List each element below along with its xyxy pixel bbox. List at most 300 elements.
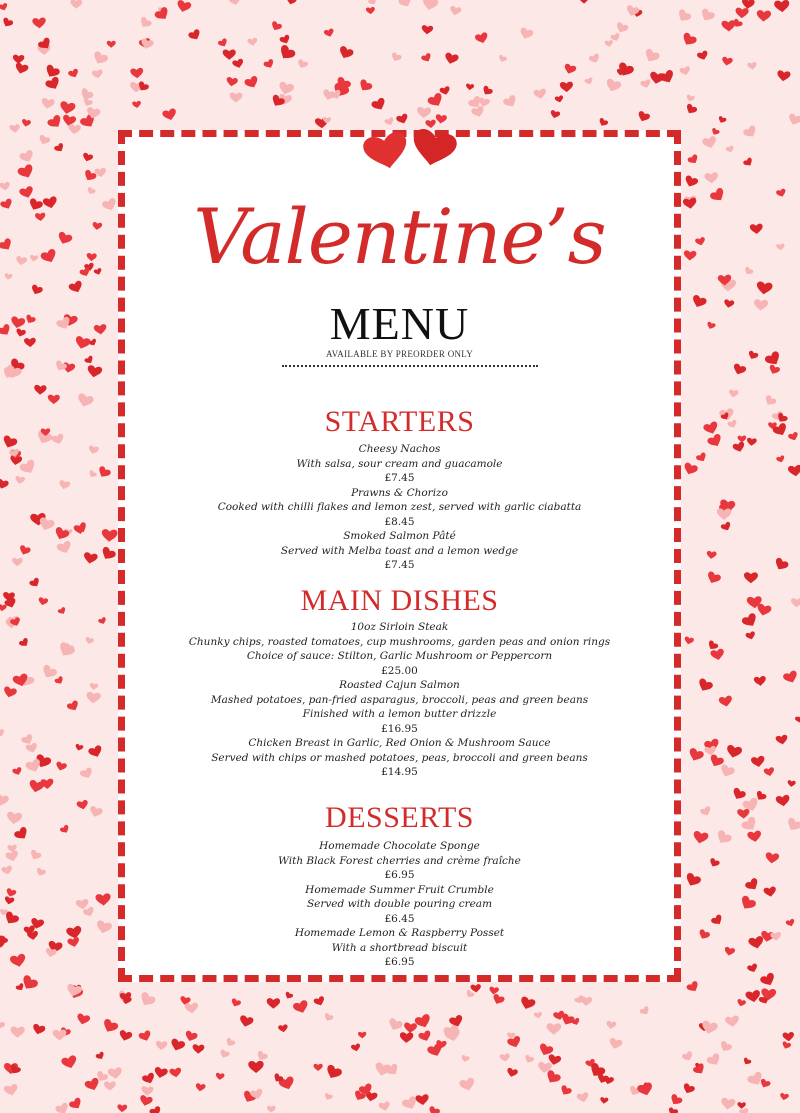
starters-list: [125, 442, 674, 573]
confetti-heart: [427, 1105, 441, 1113]
confetti-heart: [153, 1066, 168, 1079]
confetti-heart: [30, 255, 39, 262]
confetti-heart: [248, 1061, 264, 1073]
confetti-heart: [38, 597, 49, 607]
confetti-heart: [684, 103, 698, 116]
confetti-heart: [725, 145, 735, 154]
confetti-heart: [263, 58, 276, 70]
confetti-heart: [53, 142, 65, 153]
confetti-heart: [101, 1018, 120, 1035]
confetti-heart: [639, 1005, 651, 1016]
desserts-list: [125, 839, 674, 970]
menu-item-name: Cheesy Nachos: [358, 443, 441, 455]
confetti-heart: [149, 1105, 163, 1113]
confetti-heart: [58, 480, 71, 491]
confetti-heart: [416, 107, 431, 119]
confetti-heart: [19, 459, 38, 477]
mains-list: [125, 620, 674, 780]
confetti-heart: [292, 999, 310, 1015]
mains-heading: MAIN DISHES: [300, 584, 499, 617]
confetti-heart: [506, 1067, 518, 1078]
confetti-heart: [533, 88, 547, 100]
confetti-heart: [96, 465, 112, 480]
confetti-heart: [98, 617, 108, 626]
confetti-heart: [675, 8, 692, 24]
confetti-heart: [6, 811, 22, 825]
confetti-heart: [781, 1041, 791, 1050]
confetti-heart: [580, 0, 588, 4]
confetti-heart: [321, 89, 336, 102]
confetti-heart: [95, 920, 113, 935]
confetti-heart: [138, 991, 157, 1009]
confetti-heart: [56, 540, 73, 556]
confetti-heart: [188, 28, 203, 42]
confetti-heart: [138, 1030, 153, 1043]
confetti-heart: [649, 71, 666, 85]
confetti-heart: [141, 1086, 154, 1096]
confetti-heart: [465, 989, 476, 999]
confetti-heart: [703, 421, 720, 436]
confetti-heart: [720, 521, 732, 532]
confetti-heart: [744, 572, 758, 583]
confetti-heart: [370, 97, 387, 113]
confetti-heart: [499, 1053, 510, 1062]
confetti-heart: [748, 936, 765, 951]
confetti-heart: [255, 1050, 268, 1063]
confetti-heart: [738, 894, 757, 912]
confetti-heart: [13, 826, 30, 842]
confetti-heart: [756, 603, 772, 617]
confetti-heart: [229, 0, 242, 6]
confetti-heart: [357, 78, 373, 94]
confetti-heart: [507, 1035, 523, 1049]
confetti-heart: [449, 5, 462, 16]
confetti-heart: [313, 1064, 322, 1071]
confetti-heart: [736, 998, 746, 1007]
confetti-heart: [387, 1017, 404, 1032]
confetti-heart: [502, 94, 519, 109]
menu-item-price: £16.95: [381, 722, 418, 735]
confetti-heart: [42, 196, 58, 210]
menu-item-description: Served with Melba toast and a lemon wedge: [280, 544, 519, 557]
confetti-heart: [683, 175, 699, 189]
menu-item-price: £14.95: [381, 766, 418, 778]
confetti-heart: [746, 438, 757, 447]
confetti-heart: [95, 893, 111, 906]
confetti-heart: [87, 745, 103, 760]
menu-item-name: Chicken Breast in Garlic, Red Onion & Mushroom Sauce: [248, 737, 551, 749]
confetti-heart: [642, 48, 660, 65]
confetti-heart: [24, 314, 36, 325]
confetti-heart: [737, 1102, 746, 1109]
menu-item-description: Served with chips or mashed potatoes, peas, broccoli and green beans: [211, 751, 588, 764]
confetti-heart: [83, 552, 98, 565]
confetti-heart: [86, 692, 101, 705]
confetti-heart: [474, 32, 489, 45]
menu-item-price: £8.45: [384, 515, 415, 528]
confetti-heart: [710, 648, 725, 661]
confetti-heart: [604, 40, 613, 48]
confetti-heart: [743, 157, 755, 168]
confetti-heart: [247, 37, 258, 46]
confetti-heart: [0, 604, 7, 612]
confetti-heart: [683, 250, 696, 261]
confetti-heart: [40, 248, 59, 265]
confetti-heart: [606, 1021, 617, 1030]
menu-item-price: £6.45: [384, 912, 415, 925]
double-heart-icon: [360, 120, 460, 172]
menu-item-description: Choice of sauce: Stilton, Garlic Mushroom or Peppercorn: [246, 650, 553, 662]
menu-item-name: Homemade Summer Fruit Crumble: [305, 883, 494, 896]
confetti-heart: [763, 767, 775, 777]
confetti-heart: [741, 612, 760, 630]
confetti-heart: [636, 110, 650, 123]
confetti-heart: [75, 899, 89, 911]
confetti-heart: [118, 1029, 133, 1042]
confetti-heart: [41, 98, 55, 110]
confetti-heart: [471, 105, 486, 119]
confetti-heart: [549, 110, 560, 120]
confetti-heart: [681, 1050, 694, 1062]
confetti-heart: [19, 185, 35, 199]
confetti-heart: [791, 598, 800, 607]
confetti-heart: [138, 16, 153, 30]
confetti-heart: [87, 469, 97, 478]
confetti-heart: [68, 280, 85, 295]
confetti-heart: [687, 747, 705, 763]
confetti-heart: [378, 1101, 391, 1112]
confetti-heart: [12, 54, 24, 64]
menu-item-description: With a shortbread biscuit: [331, 941, 468, 954]
confetti-heart: [415, 1094, 429, 1106]
confetti-heart: [18, 637, 30, 649]
confetti-heart: [155, 1041, 167, 1051]
menu-item-price: £6.95: [384, 956, 415, 968]
confetti-heart: [706, 321, 716, 330]
confetti-heart: [27, 197, 44, 212]
confetti-heart: [0, 237, 14, 253]
confetti-heart: [53, 526, 70, 542]
menu-item-description: With salsa, sour cream and guacamole: [296, 457, 503, 470]
confetti-heart: [25, 742, 39, 754]
starters-heading: STARTERS: [324, 405, 475, 438]
confetti-heart: [59, 824, 70, 835]
confetti-heart: [37, 134, 50, 146]
menu-card: [118, 130, 681, 982]
confetti-heart: [44, 76, 62, 92]
confetti-heart: [773, 557, 790, 573]
menu-title: Valentine’s: [193, 192, 606, 281]
confetti-heart: [706, 433, 724, 449]
confetti-heart: [706, 1052, 723, 1068]
confetti-heart: [3, 1083, 19, 1097]
confetti-heart: [732, 441, 746, 453]
menu-item-description: Chunky chips, roasted tomatoes, cup mushrooms, garden peas and onion rings: [188, 635, 611, 648]
confetti-heart: [788, 465, 800, 478]
confetti-heart: [238, 1015, 254, 1029]
confetti-heart: [232, 58, 245, 69]
confetti-heart: [46, 114, 64, 131]
confetti-heart: [682, 462, 699, 477]
confetti-heart: [439, 86, 451, 96]
confetti-heart: [489, 986, 500, 995]
confetti-heart: [684, 636, 695, 645]
confetti-heart: [219, 1049, 231, 1060]
confetti-heart: [491, 993, 505, 1006]
confetti-heart: [153, 6, 171, 23]
confetti-heart: [76, 392, 95, 409]
confetti-heart: [0, 728, 6, 737]
confetti-heart: [2, 686, 17, 699]
confetti-heart: [277, 81, 294, 96]
confetti-heart: [215, 1072, 225, 1080]
confetti-heart: [88, 445, 99, 455]
confetti-heart: [92, 69, 104, 79]
confetti-heart: [524, 1054, 535, 1064]
confetti-heart: [692, 830, 709, 845]
confetti-heart: [15, 476, 26, 485]
confetti-heart: [192, 1044, 204, 1054]
confetti-heart: [699, 805, 712, 817]
confetti-heart: [0, 323, 13, 338]
confetti-heart: [296, 59, 308, 70]
confetti-heart: [267, 998, 281, 1009]
confetti-heart: [725, 1015, 740, 1028]
menu-item-name: Homemade Chocolate Sponge: [319, 840, 480, 852]
confetti-heart: [465, 83, 474, 91]
confetti-heart: [680, 32, 698, 49]
confetti-heart: [56, 641, 76, 659]
confetti-heart: [710, 127, 720, 136]
confetti-heart: [518, 27, 534, 41]
confetti-heart: [101, 197, 118, 213]
confetti-heart: [4, 273, 13, 280]
confetti-heart: [547, 1023, 562, 1035]
confetti-heart: [184, 1030, 198, 1043]
confetti-heart: [368, 0, 379, 6]
confetti-heart: [756, 281, 773, 295]
confetti-heart: [563, 63, 577, 75]
confetti-heart: [414, 1013, 433, 1030]
confetti-heart: [560, 81, 574, 92]
confetti-heart: [224, 1037, 236, 1048]
confetti-heart: [21, 119, 31, 128]
confetti-heart: [0, 182, 11, 192]
confetti-heart: [313, 996, 326, 1008]
confetti-heart: [9, 953, 27, 968]
confetti-heart: [459, 1077, 477, 1092]
confetti-heart: [229, 92, 242, 103]
menu-item-price: £7.45: [384, 472, 415, 484]
confetti-heart: [615, 22, 629, 35]
menu-item-name: Homemade Lemon & Raspberry Posset: [294, 927, 505, 939]
confetti-heart: [737, 435, 746, 442]
confetti-heart: [753, 299, 768, 311]
confetti-heart: [756, 10, 771, 22]
confetti-heart: [704, 172, 718, 184]
confetti-heart: [74, 335, 91, 350]
confetti-heart: [32, 17, 46, 29]
confetti-heart: [782, 670, 799, 685]
confetti-heart: [686, 980, 701, 994]
confetti-heart: [86, 365, 102, 379]
confetti-heart: [684, 872, 702, 889]
confetti-heart: [687, 154, 700, 166]
menu-item-price: £25.00: [381, 664, 418, 677]
confetti-heart: [588, 53, 601, 65]
menu-item-name: 10oz Sirloin Steak: [350, 621, 449, 633]
confetti-heart: [86, 253, 97, 262]
confetti-heart: [82, 97, 94, 108]
confetti-heart: [169, 1038, 186, 1053]
confetti-heart: [226, 77, 239, 88]
confetti-heart: [48, 395, 60, 405]
confetti-heart: [1, 17, 14, 29]
confetti-heart: [82, 152, 94, 163]
confetti-heart: [779, 1093, 789, 1101]
confetti-heart: [697, 929, 711, 942]
confetti-heart: [323, 28, 335, 38]
dotted-divider: [282, 365, 538, 367]
confetti-heart: [776, 455, 786, 464]
confetti-heart: [195, 1083, 206, 1092]
menu-subtitle: MENU: [329, 298, 470, 349]
confetti-heart: [5, 850, 20, 863]
confetti-heart: [68, 1097, 84, 1112]
confetti-heart: [279, 34, 291, 45]
confetti-heart: [84, 636, 94, 645]
confetti-heart: [667, 1107, 679, 1113]
confetti-heart: [759, 972, 777, 988]
confetti-heart: [768, 364, 781, 376]
confetti-heart: [74, 743, 83, 751]
confetti-heart: [53, 1030, 67, 1041]
confetti-heart: [692, 1063, 707, 1077]
confetti-heart: [519, 996, 536, 1011]
confetti-heart: [366, 7, 376, 15]
confetti-heart: [421, 25, 433, 35]
confetti-heart: [51, 433, 65, 446]
confetti-heart: [104, 1081, 116, 1090]
confetti-heart: [176, 0, 192, 14]
confetti-heart: [324, 1064, 343, 1082]
confetti-heart: [600, 1097, 609, 1104]
confetti-heart: [763, 394, 777, 408]
confetti-heart: [270, 21, 283, 33]
confetti-heart: [717, 116, 727, 125]
confetti-heart: [130, 68, 144, 79]
confetti-heart: [400, 1032, 414, 1043]
confetti-heart: [19, 974, 39, 993]
confetti-heart: [68, 124, 81, 135]
confetti-heart: [27, 931, 39, 941]
confetti-heart: [1, 435, 18, 451]
confetti-heart: [719, 764, 736, 779]
confetti-heart: [720, 1097, 736, 1110]
confetti-heart: [765, 852, 780, 864]
confetti-heart: [744, 877, 761, 893]
confetti-heart: [787, 780, 796, 787]
confetti-heart: [731, 787, 747, 802]
confetti-heart: [775, 734, 788, 745]
confetti-heart: [776, 70, 790, 82]
confetti-heart: [141, 1072, 156, 1086]
confetti-heart: [745, 631, 756, 641]
confetti-heart: [0, 793, 9, 807]
confetti-heart: [747, 963, 759, 974]
confetti-heart: [576, 1092, 590, 1104]
confetti-heart: [741, 0, 755, 10]
confetti-heart: [696, 677, 714, 693]
confetti-heart: [699, 8, 716, 24]
confetti-heart: [79, 767, 94, 781]
confetti-heart: [709, 187, 727, 204]
confetti-heart: [775, 795, 790, 808]
confetti-heart: [35, 212, 46, 221]
confetti-heart: [277, 44, 297, 63]
menu-item-description: Mashed potatoes, pan-fried asparagus, broccoli, peas and green beans: [210, 693, 589, 706]
confetti-heart: [721, 20, 736, 32]
confetti-heart: [795, 715, 800, 723]
confetti-heart: [743, 266, 754, 277]
confetti-heart: [86, 186, 96, 196]
preorder-note: AVAILABLE BY PREORDER ONLY: [326, 349, 473, 359]
confetti-heart: [230, 998, 242, 1009]
confetti-heart: [763, 886, 777, 898]
confetti-heart: [706, 640, 719, 652]
confetti-heart: [608, 1037, 623, 1050]
confetti-heart: [785, 817, 800, 834]
confetti-heart: [34, 385, 47, 395]
confetti-heart: [278, 1024, 289, 1033]
confetti-heart: [0, 198, 14, 211]
confetti-heart: [544, 1069, 562, 1086]
confetti-heart: [681, 1083, 695, 1096]
confetti-heart: [18, 545, 31, 557]
desserts-heading: DESSERTS: [325, 801, 474, 834]
confetti-heart: [358, 1032, 367, 1039]
confetti-heart: [398, 0, 414, 9]
confetti-heart: [776, 188, 787, 198]
confetti-heart: [739, 1108, 750, 1113]
confetti-heart: [61, 1054, 79, 1070]
confetti-heart: [15, 983, 25, 993]
confetti-heart: [30, 284, 44, 297]
confetti-heart: [604, 78, 622, 94]
confetti-heart: [10, 316, 26, 330]
menu-item-description: Served with double pouring cream: [306, 898, 493, 910]
confetti-heart: [735, 8, 749, 19]
confetti-heart: [728, 389, 738, 398]
confetti-heart: [169, 1067, 182, 1078]
confetti-heart: [679, 66, 691, 77]
menu-item-description: Cooked with chilli flakes and lemon zest, served with garlic ciabatta: [217, 501, 582, 513]
confetti-heart: [284, 991, 294, 1000]
confetti-heart: [723, 299, 734, 309]
confetti-heart: [132, 101, 141, 109]
confetti-heart: [93, 268, 102, 276]
confetti-heart: [95, 1051, 106, 1061]
confetti-heart: [725, 744, 742, 759]
confetti-heart: [554, 95, 564, 103]
menu-item-name: Prawns & Chorizo: [351, 486, 448, 499]
confetti-heart: [470, 984, 481, 993]
confetti-heart: [481, 85, 494, 97]
confetti-heart: [745, 990, 761, 1004]
confetti-heart: [727, 419, 738, 429]
confetti-heart: [742, 1057, 752, 1066]
confetti-heart: [56, 231, 73, 246]
